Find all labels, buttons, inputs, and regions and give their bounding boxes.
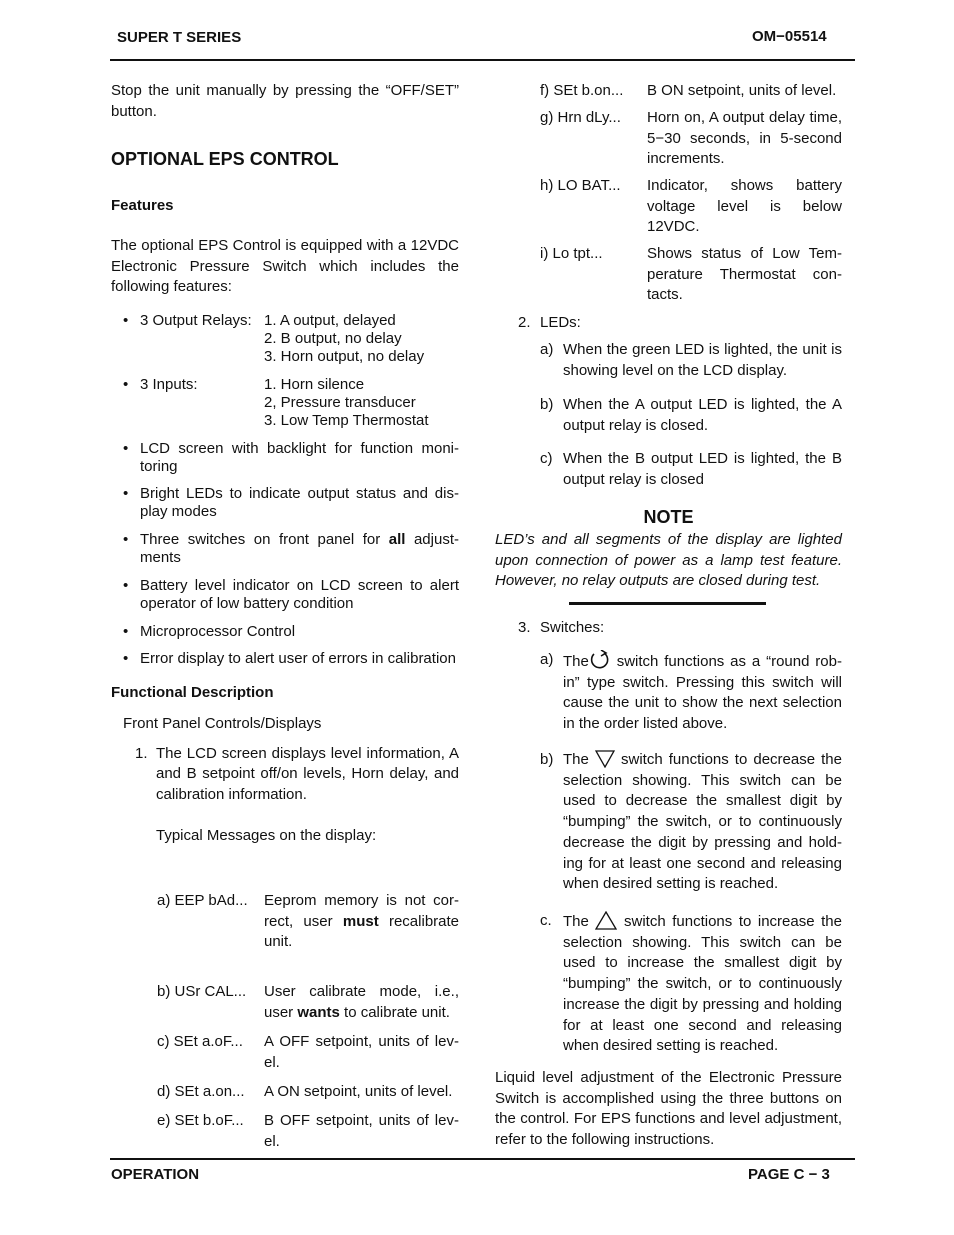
header-doc-number: OM−05514 xyxy=(752,28,827,45)
message-entry: d) SEt a.on... A ON setpoint, units of level. xyxy=(157,1083,453,1100)
feature-bullet: • Bright LEDs to indicate output status and display modes xyxy=(123,484,459,520)
left-column xyxy=(111,81,459,847)
intro-paragraph: Stop the unit manually by pressing the “OFF/SET” button. xyxy=(111,82,459,120)
bullet-dot: • xyxy=(123,375,129,393)
led-entry: c) When the B output LED is lighted, the B output relay is closed xyxy=(540,450,842,488)
numbered-item-1: 1. The LCD screen displays level information, A and B setpoint off/on levels, Horn delay, and calibration information. xyxy=(135,744,459,803)
input-item: 1. Horn silence xyxy=(264,375,365,393)
switches-heading: Switches: xyxy=(540,619,605,636)
closing-paragraph: Liquid level adjustment of the Electronic Pressure Switch is accomplished using the three buttons on the control. For EPS functions and level adjustment, refer to the following instructions. xyxy=(495,1069,842,1149)
up-triangle-icon xyxy=(595,913,617,930)
header-rule xyxy=(110,59,855,61)
message-entry: h) LO BAT... Indicator, shows battery voltage level is below 12VDC. xyxy=(540,177,842,235)
message-entry: c) SEt a.oF... A OFF setpoint, units of level. xyxy=(157,1033,459,1071)
round-robin-icon xyxy=(589,653,611,670)
feature-bullet: • LCD screen with backlight for function monitoring xyxy=(123,439,459,475)
message-entry: a) EEP bAd... Eeprom memory is not correct, user must recalibrate unit. xyxy=(157,892,460,950)
feature-bullets xyxy=(111,440,459,669)
output-item: 1. A output, delayed xyxy=(264,311,396,329)
output-relays-list xyxy=(111,312,459,372)
output-relays-label: 3 Output Relays: xyxy=(140,311,252,329)
switch-entry: a) The switch functions as a “round robin” type switch. Pressing this switch will cause the unit to show the next selection in the order listed above. xyxy=(540,651,842,733)
message-entry: e) SEt b.oF... B OFF setpoint, units of level. xyxy=(157,1112,459,1150)
leds-heading: LEDs: xyxy=(540,314,581,331)
switches-list xyxy=(540,650,842,1068)
footer-rule xyxy=(110,1158,855,1160)
leds-number: 2. xyxy=(518,314,531,331)
leds-list xyxy=(540,340,842,499)
front-panel-heading: Front Panel Controls/Displays xyxy=(123,715,322,732)
message-entry: b) USr CAL... User calibrate mode, i.e., user wants to calibrate unit. xyxy=(157,983,459,1021)
feature-bullet: • Battery level indicator on LCD screen to alert operator of low battery condition xyxy=(123,576,459,612)
feature-bullet: • Three switches on front panel for all adjustments xyxy=(123,530,459,566)
output-item: 2. B output, no delay xyxy=(264,329,402,347)
note-title: NOTE xyxy=(643,507,694,527)
feature-bullet: • Error display to alert user of errors in calibration xyxy=(123,650,456,667)
inputs-label: 3 Inputs: xyxy=(140,375,198,393)
led-entry: b) When the A output LED is lighted, the A output relay is closed. xyxy=(540,396,842,434)
feature-bullet: • Microprocessor Control xyxy=(123,622,296,640)
switches-number: 3. xyxy=(518,619,531,636)
input-item: 2, Pressure transducer xyxy=(264,393,416,411)
message-list-right xyxy=(540,81,842,306)
message-entry: i) Lo tpt... Shows status of Low Temperature Thermostat contacts. xyxy=(540,245,842,303)
features-paragraph: The optional EPS Control is equipped with a 12VDC Electronic Pressure Switch which includes the following features: xyxy=(111,237,459,295)
note-rule xyxy=(569,602,766,605)
message-list-left xyxy=(157,891,459,1155)
message-entry: f) SEt b.on... B ON setpoint, units of level. xyxy=(540,82,837,99)
led-entry: a) When the green LED is lighted, the unit is showing level on the LCD display. xyxy=(540,341,842,379)
header-series-title: SUPER T SERIES xyxy=(117,29,242,46)
switch-entry: b) The switch functions to decrease the selection showing. This switch can be used to decrease the smallest digit by “bumping” the switch, or to continuously decrease the digit by pressing and holding for at least one second and releasing when desired setting is reached. xyxy=(540,751,842,893)
switch-entry: c. The switch functions to increase the selection showing. This switch can be used to increase the smallest digit by “bumping” the switch, or to continuously increase the digit by pressing and holding for at least one second and releasing when desired setting is reached. xyxy=(540,912,842,1055)
functional-description-heading: Functional Description xyxy=(111,683,274,701)
footer-section: OPERATION xyxy=(111,1166,200,1183)
input-item: 3. Low Temp Thermostat xyxy=(264,411,429,429)
section-title: OPTIONAL EPS CONTROL xyxy=(111,149,339,169)
bullet-dot: • xyxy=(123,311,129,329)
inputs-list xyxy=(111,376,459,436)
typical-messages-heading: Typical Messages on the display: xyxy=(156,827,377,844)
output-item: 3. Horn output, no delay xyxy=(264,347,425,365)
down-triangle-icon xyxy=(595,751,615,768)
message-entry: g) Hrn dLy... Horn on, A output delay time, 5−30 seconds, in 5-second increments. xyxy=(540,109,842,167)
note-text: LED’s and all segments of the display are lighted upon connection of power as a lamp test feature. However, no relay outputs are closed during test. xyxy=(495,531,842,589)
features-heading: Features xyxy=(111,196,174,214)
footer-page-number: PAGE C − 3 xyxy=(748,1166,830,1183)
